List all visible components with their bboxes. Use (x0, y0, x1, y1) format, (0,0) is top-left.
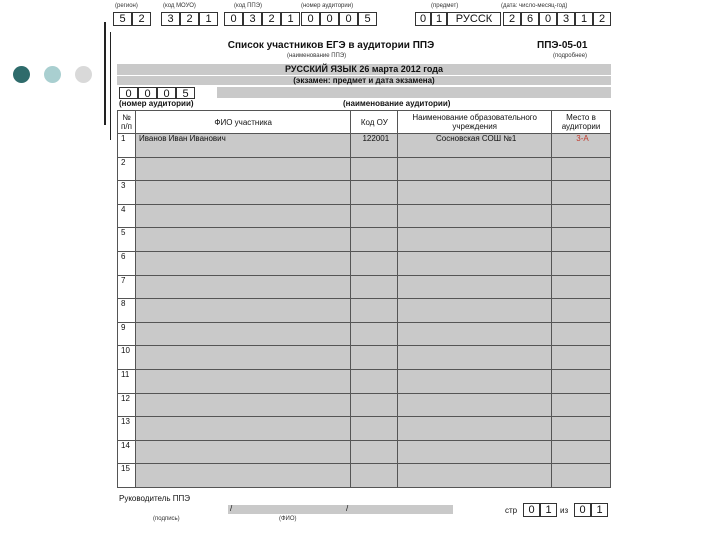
row-number: 3 (118, 181, 136, 205)
page-label: стр (505, 506, 518, 515)
table-row (118, 299, 611, 323)
ppe-name-caption: (наименование ППЭ) (287, 53, 347, 59)
school-code[interactable] (351, 204, 398, 228)
date-digit-box: 3 (557, 12, 575, 26)
head-label: Руководитель ППЭ (119, 494, 191, 503)
table-row (118, 228, 611, 252)
fio-caption: (ФИО) (279, 516, 297, 522)
school-name[interactable] (398, 440, 552, 464)
participant-name[interactable] (135, 440, 350, 464)
page-num-digit-box: 0 (523, 503, 540, 517)
seat-number[interactable] (552, 275, 611, 299)
seat-number[interactable] (552, 393, 611, 417)
slide-dot-light (75, 66, 92, 83)
row-number: 8 (118, 299, 136, 323)
auditorium-digit-box: 0 (301, 12, 320, 26)
table-row (118, 393, 611, 417)
school-code[interactable] (351, 417, 398, 441)
school-code[interactable] (351, 322, 398, 346)
auditorium-digit-box: 0 (339, 12, 358, 26)
mouo-digit-box: 2 (180, 12, 199, 26)
col-seat-header: Место в аудитории (552, 111, 611, 134)
school-code[interactable] (351, 393, 398, 417)
region-digit-box: 2 (132, 12, 151, 26)
participant-name[interactable] (135, 393, 350, 417)
row-number: 1 (118, 134, 136, 158)
exam-line: РУССКИЙ ЯЗЫК 26 марта 2012 года (285, 64, 443, 74)
participant-name[interactable]: Иванов Иван Иванович (135, 134, 350, 158)
school-name[interactable] (398, 157, 552, 181)
col-num-header: № п/п (118, 111, 136, 134)
date-digit-box: 2 (593, 12, 611, 26)
table-row (118, 369, 611, 393)
school-code[interactable] (351, 157, 398, 181)
school-code[interactable] (351, 251, 398, 275)
school-code[interactable] (351, 299, 398, 323)
participant-name[interactable] (135, 464, 350, 488)
school-name[interactable] (398, 417, 552, 441)
participant-name[interactable] (135, 299, 350, 323)
aud-number-digit-box: 0 (138, 87, 157, 99)
table-row (118, 322, 611, 346)
table-row (118, 346, 611, 370)
seat-number[interactable] (552, 440, 611, 464)
ppe-digit-box: 0 (224, 12, 243, 26)
auditorium-name-label: (наименование аудитории) (343, 99, 451, 108)
subject-digit-box: 0 (415, 12, 431, 26)
seat-number[interactable] (552, 369, 611, 393)
participant-name[interactable] (135, 204, 350, 228)
subject-caption: (предмет) (431, 3, 459, 9)
table-row (118, 181, 611, 205)
exam-caption: (экзамен: предмет и дата экзамена) (293, 76, 435, 85)
page-total-digit-box: 0 (574, 503, 591, 517)
mouo-caption: (код МОУО) (163, 3, 196, 9)
ppe-caption: (код ППЭ) (234, 3, 262, 9)
form-code-caption: (подробнее) (553, 53, 588, 59)
slide-dot-dark (13, 66, 30, 83)
row-number: 2 (118, 157, 136, 181)
table-row (118, 204, 611, 228)
ppe-digit-box: 3 (243, 12, 262, 26)
table-row (118, 251, 611, 275)
row-number: 11 (118, 369, 136, 393)
row-number: 15 (118, 464, 136, 488)
col-code-header: Код ОУ (351, 111, 398, 134)
subject-digit-box: 1 (431, 12, 447, 26)
mouo-digit-box: 1 (199, 12, 218, 26)
subject-name-box: РУССК (447, 12, 501, 26)
slide-vertical-line-1 (104, 22, 106, 125)
seat-number[interactable] (552, 228, 611, 252)
seat-number[interactable] (552, 157, 611, 181)
row-number: 6 (118, 251, 136, 275)
seat-number[interactable] (552, 417, 611, 441)
seat-number[interactable] (552, 204, 611, 228)
date-caption: (дата: число-месяц-год) (501, 3, 568, 9)
ppe-digit-box: 2 (262, 12, 281, 26)
slide-dot-mid (44, 66, 61, 83)
table-row (118, 134, 611, 158)
mouo-digit-box: 3 (161, 12, 180, 26)
row-number: 10 (118, 346, 136, 370)
school-name[interactable] (398, 346, 552, 370)
participant-name[interactable] (135, 346, 350, 370)
seat-number[interactable] (552, 299, 611, 323)
slide-vertical-line-2 (110, 32, 111, 140)
slash-2: / (346, 504, 349, 513)
form-code: ППЭ-05-01 (537, 40, 588, 51)
school-code[interactable] (351, 464, 398, 488)
seat-number[interactable] (552, 464, 611, 488)
school-name[interactable] (398, 275, 552, 299)
page-num-digit-box: 1 (540, 503, 557, 517)
auditorium-digit-box: 5 (358, 12, 377, 26)
school-name[interactable] (398, 369, 552, 393)
school-code[interactable] (351, 440, 398, 464)
row-number: 14 (118, 440, 136, 464)
date-digit-box: 1 (575, 12, 593, 26)
page-total-digit-box: 1 (591, 503, 608, 517)
participant-name[interactable] (135, 181, 350, 205)
school-name[interactable] (398, 393, 552, 417)
row-number: 13 (118, 417, 136, 441)
region-digit-box: 5 (113, 12, 132, 26)
school-code[interactable] (351, 181, 398, 205)
of-label: из (560, 506, 569, 515)
school-name[interactable] (398, 322, 552, 346)
col-fio-header: ФИО участника (135, 111, 350, 134)
participant-name[interactable] (135, 322, 350, 346)
school-code[interactable] (351, 228, 398, 252)
school-name[interactable] (398, 228, 552, 252)
school-code[interactable] (351, 369, 398, 393)
auditorium-caption: (номер аудитории) (301, 3, 354, 9)
seat-number[interactable] (552, 322, 611, 346)
school-code[interactable]: 122001 (351, 134, 398, 158)
row-number: 9 (118, 322, 136, 346)
row-number: 4 (118, 204, 136, 228)
date-digit-box: 2 (503, 12, 521, 26)
school-name[interactable]: Сосновская СОШ №1 (398, 134, 552, 158)
table-row (118, 464, 611, 488)
row-number: 5 (118, 228, 136, 252)
school-name[interactable] (398, 464, 552, 488)
participant-name[interactable] (135, 369, 350, 393)
participant-name[interactable] (135, 251, 350, 275)
seat-number[interactable] (552, 251, 611, 275)
table-row (118, 417, 611, 441)
seat-number[interactable]: 3-А (552, 134, 611, 158)
aud-number-digit-box: 0 (157, 87, 176, 99)
participant-name[interactable] (135, 417, 350, 441)
school-name[interactable] (398, 251, 552, 275)
school-name[interactable] (398, 299, 552, 323)
date-digit-box: 6 (521, 12, 539, 26)
seat-number[interactable] (552, 181, 611, 205)
table-row (118, 275, 611, 299)
signature-caption: (подпись) (153, 516, 180, 522)
school-code[interactable] (351, 275, 398, 299)
participants-table (117, 110, 611, 488)
school-code[interactable] (351, 346, 398, 370)
col-school-header: Наименование образовательного учреждения (398, 111, 552, 134)
seat-number[interactable] (552, 346, 611, 370)
aud-number-digit-box: 0 (119, 87, 138, 99)
region-caption: (регион) (115, 3, 138, 9)
auditorium-name-bar (217, 87, 611, 98)
participants-form (113, 0, 611, 522)
table-row (118, 440, 611, 464)
aud-number-digit-box: 5 (176, 87, 195, 99)
row-number: 7 (118, 275, 136, 299)
form-title: Список участников ЕГЭ в аудитории ППЭ (227, 40, 435, 51)
auditorium-digit-box: 0 (320, 12, 339, 26)
ppe-digit-box: 1 (281, 12, 300, 26)
date-digit-box: 0 (539, 12, 557, 26)
auditorium-number-label: (номер аудитории) (119, 99, 194, 108)
table-row (118, 157, 611, 181)
participant-name[interactable] (135, 157, 350, 181)
school-name[interactable] (398, 181, 552, 205)
slash-1: / (230, 504, 233, 513)
row-number: 12 (118, 393, 136, 417)
school-name[interactable] (398, 204, 552, 228)
participant-name[interactable] (135, 228, 350, 252)
participant-name[interactable] (135, 275, 350, 299)
